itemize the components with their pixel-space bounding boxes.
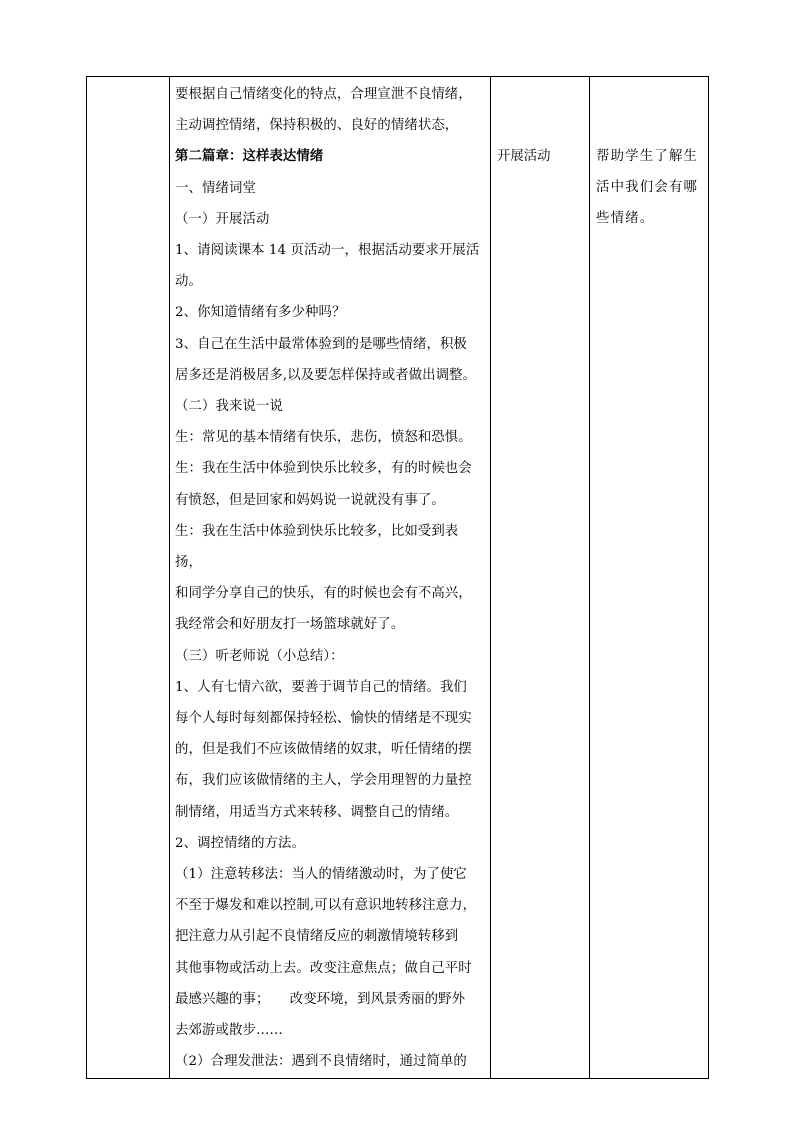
- table-row: [87, 77, 709, 1079]
- content-line: 把注意力从引起不良情绪反应的刺激情境转移到: [175, 929, 459, 945]
- content-line: 1、人有七情六欲，要善于调节自己的情绪。我们: [175, 679, 467, 695]
- content-line: 布，我们应该做情绪的主人，学会用理智的力量控: [175, 773, 472, 789]
- content-line: 有愤怒，但是回家和妈妈说一说就没有事了。: [175, 492, 445, 508]
- content-line: 最感兴趣的事； 改变环境，到风景秀丽的野外: [175, 991, 466, 1007]
- aim-line: 活中我们会有哪: [596, 180, 699, 196]
- teaching-content: [170, 77, 490, 1078]
- content-line: 2、调控情绪的方法。: [175, 835, 306, 851]
- aim-line: 帮助学生了解生: [596, 149, 699, 164]
- content-line: 每个人每时每刻都保持轻松、愉快的情绪是不现实: [175, 711, 472, 727]
- aim-line: 些情绪。: [596, 211, 655, 227]
- content-line: 一、情绪词堂: [175, 180, 256, 196]
- lesson-plan-table: [86, 76, 709, 1079]
- content-line: （2）合理发泄法：遇到不良情绪时，通过简单的: [175, 1054, 467, 1070]
- content-line: 我经常会和好朋友打一场篮球就好了。: [175, 617, 405, 633]
- content-line: （三）听老师说（小总结）：: [175, 648, 344, 664]
- content-line: 和同学分享自己的快乐，有的时候也会有不高兴，: [175, 586, 472, 602]
- content-line: （一）开展活动: [175, 211, 270, 227]
- content-line: 动。: [175, 274, 202, 290]
- content-line: 去郊游或散步……: [175, 1023, 283, 1039]
- content-line: 1、请阅读课本 14 页活动一，根据活动要求开展活: [175, 243, 480, 259]
- content-line: （1）注意转移法：当人的情绪激动时，为了使它: [175, 867, 467, 883]
- content-line: 的，但是我们不应该做情绪的奴隶，听任情绪的摆: [175, 742, 472, 758]
- content-line: 制情绪，用适当方式来转移、调整自己的情绪。: [175, 804, 459, 820]
- content-line: 生：我在生活中体验到快乐比较多，比如受到表扬，: [175, 523, 459, 571]
- design-intent: [590, 77, 708, 235]
- content-line: 要根据自己情绪变化的特点，合理宣泄不良情绪，: [175, 87, 472, 102]
- activity-cell: [491, 77, 590, 1079]
- content-line: 生：我在生活中体验到快乐比较多，有的时候也会: [175, 461, 472, 477]
- student-activity: 开展活动: [497, 149, 551, 164]
- content-line: 居多还是消极居多,以及要怎样保持或者做出调整。: [175, 367, 477, 383]
- section-heading: 第二篇章：这样表达情绪: [175, 149, 324, 165]
- aim-cell: [590, 77, 709, 1079]
- content-line: 主动调控情绪，保持积极的、良好的情绪状态，: [175, 118, 459, 134]
- empty-cell: [87, 77, 170, 1079]
- content-line: 不至于爆发和难以控制,可以有意识地转移注意力，: [175, 898, 477, 914]
- content-line: （二）我来说一说: [175, 399, 283, 415]
- content-line: 3、自己在生活中最常体验到的是哪些情绪，积极: [175, 336, 467, 352]
- content-line: 其他事物或活动上去。改变注意焦点；做自己平时: [175, 960, 472, 976]
- content-line: 2、你知道情绪有多少种吗？: [175, 305, 346, 321]
- content-cell: [170, 77, 491, 1079]
- content-line: 生：常见的基本情绪有快乐，悲伤，愤怒和恐惧。: [175, 430, 472, 446]
